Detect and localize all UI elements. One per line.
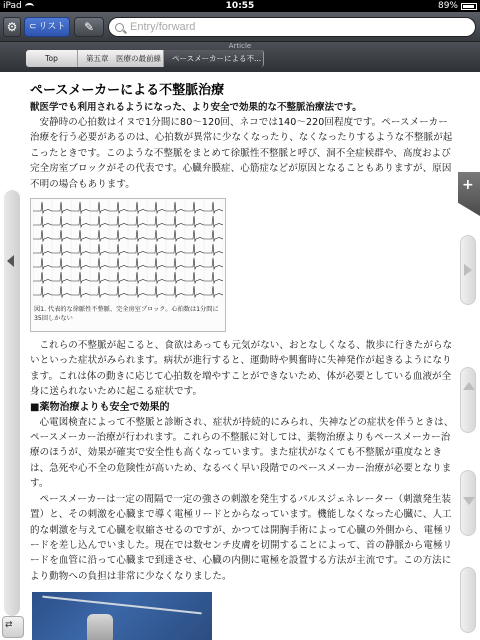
list-back-icon: ⊂ <box>29 22 37 32</box>
breadcrumb <box>26 50 264 67</box>
breadcrumb-title: Article <box>228 42 252 50</box>
breadcrumb-chapter[interactable]: 第五章 医療の最前線 <box>78 50 164 67</box>
ecg-figure[interactable] <box>30 198 226 332</box>
pacemaker-photo[interactable] <box>32 592 212 640</box>
paragraph-1: 安静時の心拍数はイヌで1分間に80〜120回、ネコでは140〜220回程度です。ペースメーカー治療を行う必要があるのは、心拍数が異常に少なくなったり、なくなったりするような不整脈が起こったときです。このような不整脈をまとめて徐脈性不整脈と呼び、洞不全症候群や、高度および完全房室ブロックがその代表です。心臓弁膜症、心筋症などが原因となることもありますが、原因不明の場合もあります。 <box>30 117 453 190</box>
search-box[interactable] <box>108 17 476 37</box>
scroll-down-button[interactable] <box>460 470 476 536</box>
up-arrow-icon <box>463 382 475 390</box>
search-input[interactable] <box>130 21 460 33</box>
list-button-label: リスト <box>38 22 66 32</box>
battery-percent: 89% <box>437 1 458 11</box>
pacemaker-device <box>87 614 113 640</box>
device-name: iPad <box>3 1 22 11</box>
status-right <box>438 0 477 12</box>
search-icon <box>115 23 124 32</box>
list-button[interactable] <box>24 17 70 37</box>
article-title: ペースメーカーによる不整脈治療 <box>30 83 225 98</box>
left-arrow-icon[interactable] <box>7 255 14 267</box>
left-page-rail[interactable] <box>4 190 20 616</box>
scroll-bottom-button[interactable] <box>460 567 476 633</box>
edit-pen-icon: ✎ <box>83 20 95 34</box>
next-page-button[interactable] <box>460 235 476 305</box>
paragraph-2: これらの不整脈が起こると、食欲はあっても元気がない、おとなしくなる、散歩に行きたがらないといった症状がみられます。病状が進行すると、運動時や興奮時に失神発作が起きるようになります。これは体の動きに応じて心拍数を増やすことができないため、体が必要としている血液が全身に送られないために起こる症状です。 <box>30 340 453 398</box>
figure-caption: 図1. 代表的な徐脈性不整脈、完全房室ブロック。心拍数は1分間に35回しかない <box>34 306 219 323</box>
paragraph-4: ペースメーカーは一定の間隔で一定の強さの刺激を発生するパルスジェネレーター（刺激発生装置）と、その刺激を心臓まで導く電極リードとからなっています。機能しなくなった心臓に、人工的な刺激を与えて心臓を収縮させるのですが、かつては開胸手術によって心臓の外側から、電極リードを差し込んでいました。現在では数センチ皮膚を切開することによって、首の静脈から電極リードを血管に沿って心臓まで到達させ、心臓の内側に電極を設置する方法が主流です。この方法により動物への負担は非常に少なくなりました。 <box>30 493 453 582</box>
swap-icon: ⇄ <box>5 620 13 630</box>
article-lead: 獣医学でも利用されるようになった、より安全で効果的な不整脈治療法です。 <box>30 102 362 113</box>
breadcrumb-top[interactable]: Top <box>26 50 78 67</box>
paragraph-3: 心電図検査によって不整脈と診断され、症状が持続的にみられ、失神などの症状を伴うときは、ペースメーカー治療が行われます。これらの不整脈に対しては、薬物治療よりもペースメーカー治療のほうが、効果が確実で安全性も高くなっています。また症状がなくても不整脈が重度なときは、急死や心不全の危険性が高いため、なるべく早い段階でのペースメーカー治療が必要となります。 <box>30 416 454 490</box>
status-bar <box>0 0 480 12</box>
right-control-rail <box>460 235 476 635</box>
plus-icon[interactable]: + <box>462 177 474 193</box>
ecg-trace <box>33 201 223 303</box>
top-toolbar <box>0 12 480 42</box>
breadcrumb-current[interactable]: ペースメーカーによる不... <box>164 50 264 67</box>
lead-wire <box>42 596 201 615</box>
gear-icon: ⚙ <box>6 20 18 34</box>
down-arrow-icon <box>463 497 475 505</box>
battery-icon <box>461 3 477 10</box>
status-time: 10:55 <box>225 1 255 11</box>
scroll-up-button[interactable] <box>460 367 476 433</box>
article-body[interactable] <box>30 82 454 640</box>
right-arrow-icon <box>464 264 472 276</box>
battery-fill <box>463 5 474 8</box>
edit-button[interactable] <box>74 17 104 37</box>
settings-button[interactable] <box>3 17 21 37</box>
section-heading: ■薬物治療よりも安全で効果的 <box>30 401 170 413</box>
